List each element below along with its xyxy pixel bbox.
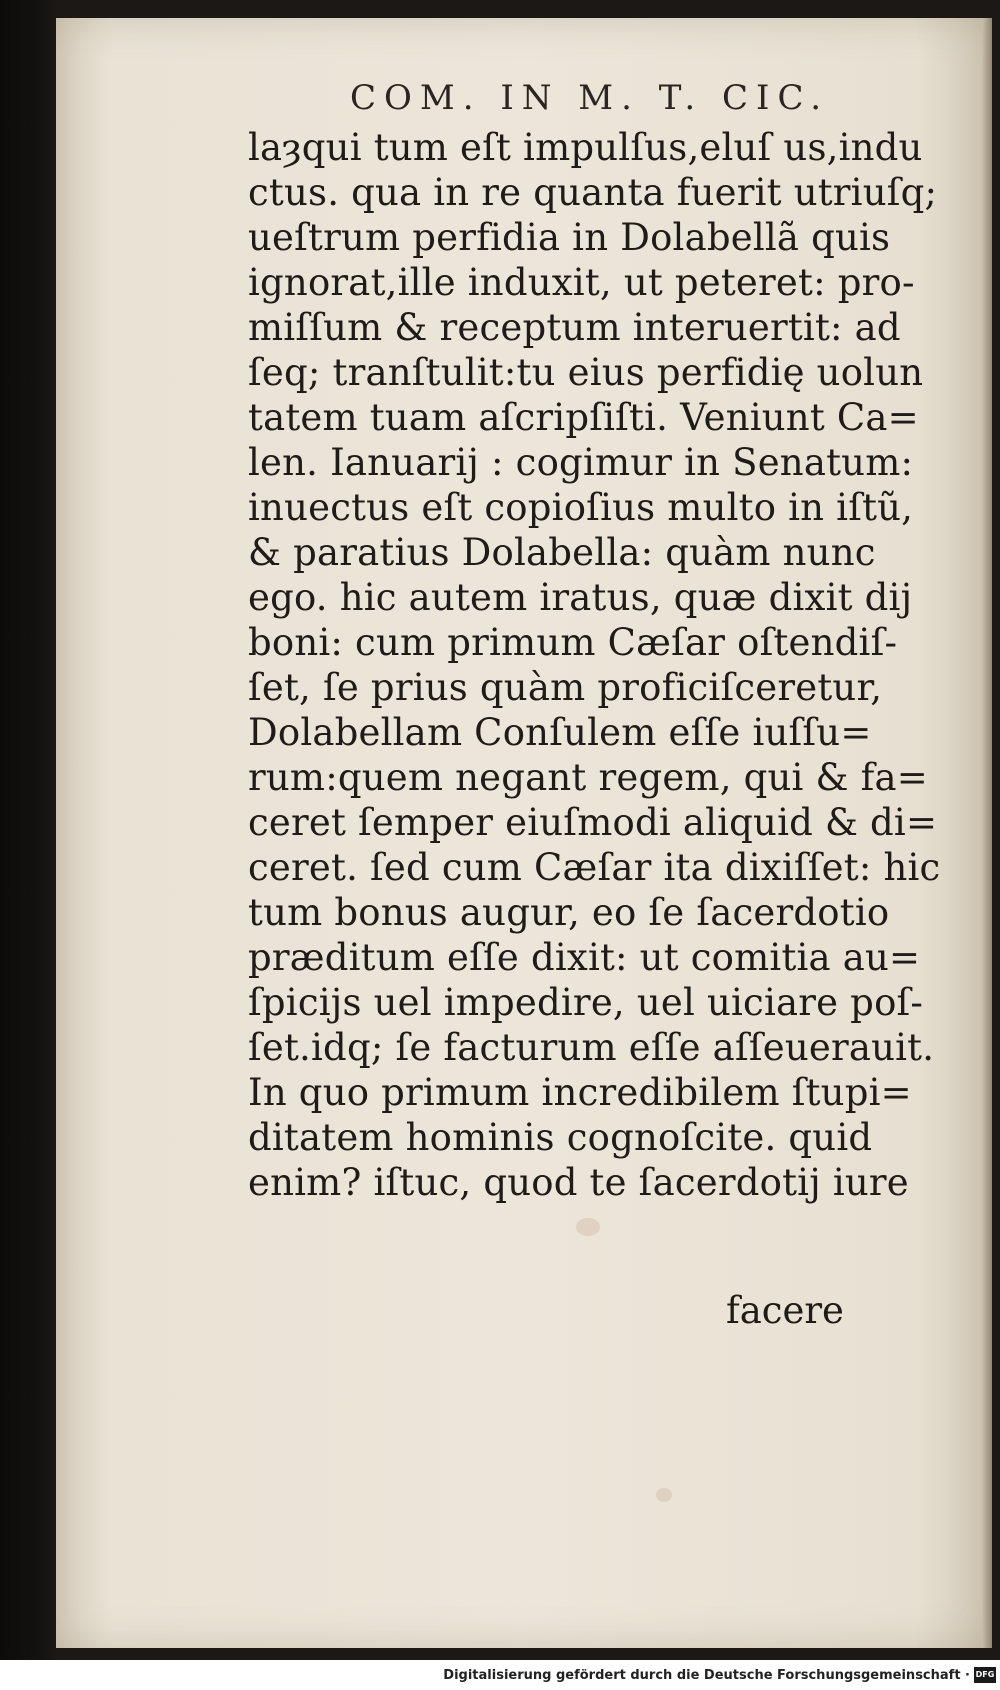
text-line: rum:quem negant regem, qui & fa= [248,756,928,799]
page-edge [982,18,992,1648]
text-line: ctus. qua in re quanta fuerit utriuſq; [248,171,938,214]
paper-stain [576,1218,600,1236]
text-line: ſet, ſe prius quàm proficiſceretur, [248,666,883,709]
text-line: ceret ſemper eiuſmodi aliquid & di= [248,801,938,844]
text-line: ceret. ſed cum Cæſar ita dixiſſet: hic [248,846,941,889]
text-line: ſpicijs uel impedire, uel uiciare poſ- [248,981,924,1024]
text-line: Dolabellam Conſulem eſſe iuſſu= [248,711,872,754]
funding-credit: Digitalisierung gefördert durch die Deutsche Forschungsgemeinschaft · [443,1668,970,1683]
text-line: laȝqui tum eſt impulſus,eluſ us,indu [248,126,923,169]
text-line: ditatem hominis cognoſcite. quid [248,1116,873,1159]
text-line: ſet.idq; ſe facturum eſſe aſſeuerauit. [248,1026,935,1069]
text-line: In quo primum incredibilem ſtupi= [248,1071,912,1114]
text-line: miſſum & receptum interuertit: ad [248,306,901,349]
text-line: præditum eſſe dixit: ut comitia au= [248,936,921,979]
paper-stain [656,1488,672,1502]
catchword: facere [726,1289,844,1332]
text-line: ueſtrum perfidia in Dolabellã quis [248,216,891,259]
text-line: len. Ianuarij : cogimur in Senatum: [248,441,914,484]
text-line: ego. hic autem iratus, quæ dixit dij [248,576,913,619]
text-line: inuectus eſt copioſius multo in iſtũ, [248,486,914,529]
text-line: & paratius Dolabella: quàm nunc [248,531,876,574]
text-line: enim? iſtuc, quod te ſacerdotij iure [248,1161,909,1204]
dfg-logo-icon: DFG [974,1667,996,1683]
text-line: tum bonus augur, eo ſe ſacerdotio [248,891,890,934]
running-head: COM. IN M. T. CIC. [350,78,830,118]
text-line: ſeq; tranſtulit:tu eius perfidię uolun [248,351,924,394]
text-line: tatem tuam aſcripſiſti. Veniunt Ca= [248,396,919,439]
text-line: ignorat,ille induxit, ut peteret: pro- [248,261,915,304]
main-text-block [248,125,948,1205]
footer-bar [0,1660,1000,1690]
text-line: boni: cum primum Cæſar oſtendiſ- [248,621,898,664]
